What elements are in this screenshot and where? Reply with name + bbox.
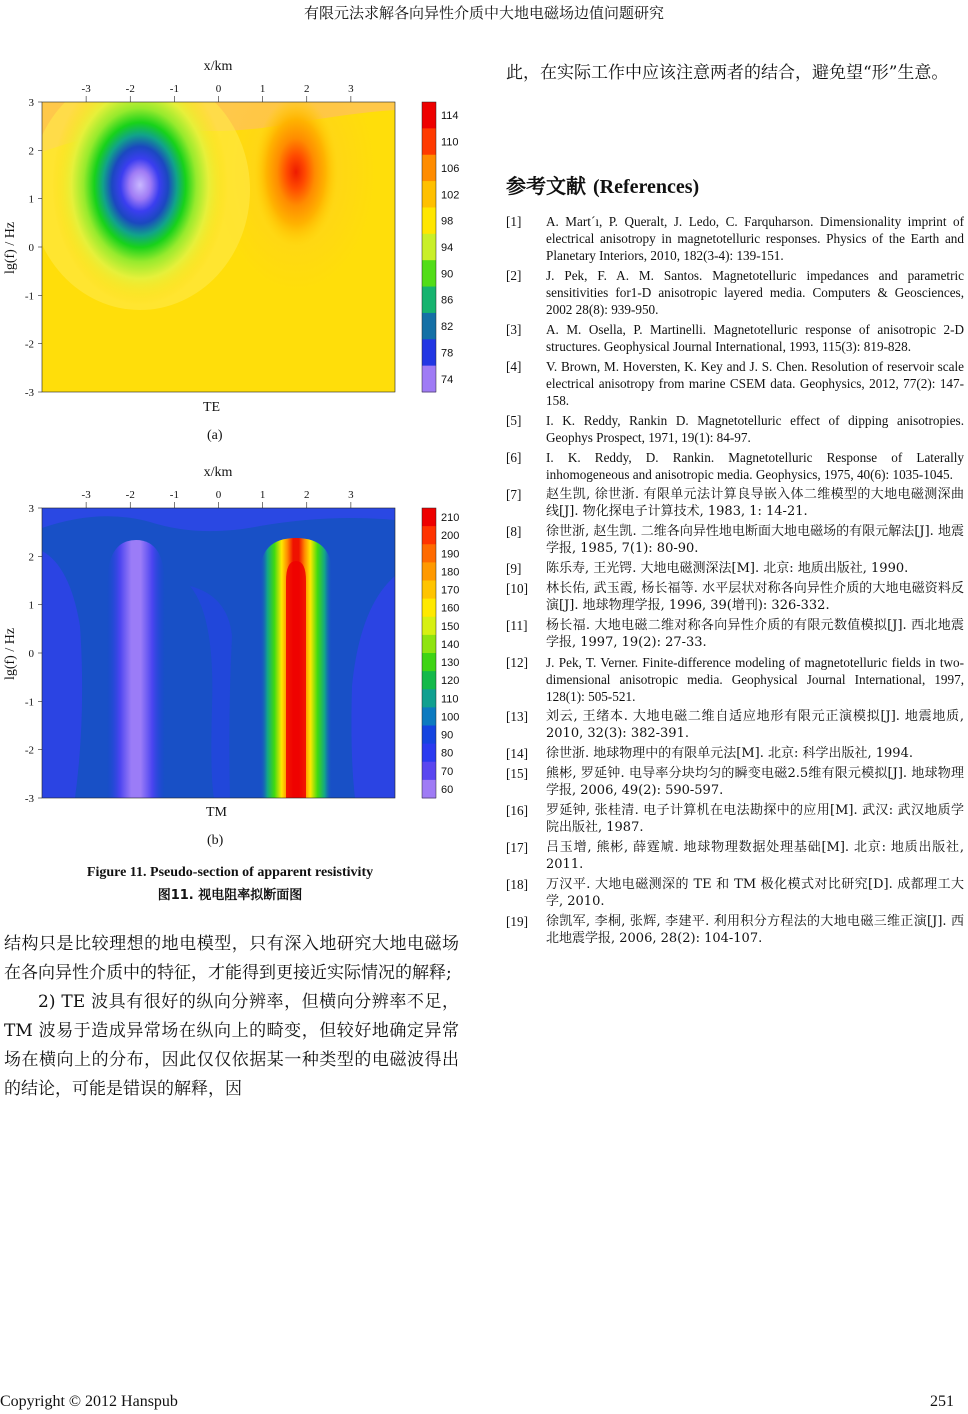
reference-text: I. K. Reddy, Rankin D. Magnetotelluric effect of dipping anisotropies. Geophys Prospect, 1971, 19(1): 84-97. [546, 413, 964, 445]
colorbar-segment [422, 234, 436, 261]
reference-item [506, 617, 964, 651]
colorbar-segment [422, 366, 436, 393]
reference-number: [3] [506, 322, 522, 337]
reference-item [506, 523, 964, 557]
right-column-intro: 此，在实际工作中应该注意两者的结合，避免望“形”生意。 [506, 63, 949, 83]
reference-number: [4] [506, 359, 522, 374]
y-axis-title: lg(f) / Hz [3, 221, 18, 275]
x-tick-label: 2 [304, 489, 310, 501]
reference-item [506, 560, 964, 577]
colorbar-tick-label: 98 [441, 215, 454, 228]
page-number: 251 [930, 1393, 954, 1410]
y-tick-label: -3 [24, 793, 34, 805]
colorbar-tick-label: 82 [441, 321, 454, 334]
y-tick-label: 0 [28, 242, 34, 254]
x-axis-title: x/km [203, 465, 233, 480]
reference-item [506, 913, 964, 947]
colorbar-tick-label: 74 [441, 373, 454, 386]
x-axis-title: x/km [203, 59, 233, 74]
reference-text: 万汉平. 大地电磁测深的 TE 和 TM 极化模式对比研究[D]. 成都理工大学, 2010. [546, 877, 964, 909]
reference-list [506, 213, 964, 950]
tm-pseudo-section-chart [0, 456, 470, 826]
reference-number: [10] [506, 581, 528, 596]
colorbar-segment [422, 207, 436, 234]
reference-text: 林长佑, 武玉霞, 杨长福等. 水平层状对称各向异性介质的大地电磁资料反演[J]. 地球物理学报, 1996, 39(增刊): 326-332. [546, 581, 964, 613]
colorbar-tick-label: 110 [441, 136, 459, 149]
x-tick-label: -1 [169, 489, 179, 501]
y-tick-label: 0 [28, 648, 34, 660]
colorbar-tick-label: 210 [441, 512, 460, 525]
colorbar-segment [422, 181, 436, 208]
reference-text: V. Brown, M. Hoversten, K. Key and J. S. Chen. Resolution of reservoir scale electrical anisotropy from marine CSEM data. Geophysics, 2012, 77(2): 147-158. [546, 359, 964, 408]
colorbar-tick-label: 200 [441, 530, 460, 543]
colorbar-tick-label: 78 [441, 347, 454, 360]
figure-caption-cn: 图11. 视电阻率拟断面图 [157, 888, 303, 903]
te-pseudo-section-chart [0, 52, 470, 422]
colorbar-tick-label: 180 [441, 566, 460, 579]
y-tick-label: 2 [28, 145, 34, 158]
colorbar-segment [422, 689, 436, 708]
colorbar-tick-label: 120 [441, 675, 460, 688]
tm-panel-label: (b) [207, 833, 224, 848]
y-axis-title: lg(f) / Hz [3, 627, 18, 681]
reference-number: [2] [506, 268, 522, 283]
reference-number: [6] [506, 450, 522, 465]
reference-item [506, 321, 964, 355]
y-tick-label: -2 [24, 744, 34, 757]
colorbar-tick-label: 102 [441, 189, 460, 202]
reference-number: [14] [506, 746, 528, 761]
reference-number: [9] [506, 561, 522, 576]
x-tick-label: 0 [215, 83, 222, 95]
reference-item [506, 580, 964, 614]
reference-item [506, 745, 964, 762]
colorbar-tick-label: 100 [441, 711, 460, 724]
colorbar-segment [422, 260, 436, 287]
y-tick-label: 1 [28, 599, 34, 612]
reference-item [506, 412, 964, 446]
colorbar-segment [422, 155, 436, 182]
colorbar-segment [422, 313, 436, 340]
reference-number: [16] [506, 803, 528, 818]
colorbar-segment [422, 599, 436, 618]
colorbar-segment [422, 287, 436, 314]
te-colorbar [422, 102, 459, 393]
colorbar-segment [422, 581, 436, 600]
reference-number: [19] [506, 914, 528, 929]
reference-item [506, 802, 964, 836]
tm-high-core [286, 561, 306, 798]
x-tick-label: 1 [259, 83, 266, 95]
colorbar-tick-label: 170 [441, 584, 460, 597]
te-panel-label: (a) [207, 428, 223, 443]
figure-caption-en: Figure 11. Pseudo-section of apparent resistivity [86, 865, 374, 880]
colorbar-segment [422, 544, 436, 563]
left-column-body [4, 930, 459, 1104]
x-tick-label: 0 [215, 489, 222, 501]
running-header: 有限元法求解各向异性介质中大地电磁场边值问题研究 [303, 4, 664, 22]
colorbar-tick-label: 110 [441, 693, 459, 706]
reference-number: [11] [506, 618, 528, 633]
references-heading-en: (References) [592, 176, 700, 198]
colorbar-segment [422, 617, 436, 636]
x-tick-label: 3 [348, 83, 354, 95]
reference-text: 赵生凯, 徐世浙. 有限单元法计算良导嵌入体二维模型的大地电磁测深曲线[J]. 物化探电子计算技术, 1983, 1: 14-21. [546, 487, 964, 519]
y-tick-label: 2 [28, 551, 34, 564]
colorbar-segment [422, 635, 436, 654]
colorbar-segment [422, 339, 436, 366]
colorbar-segment [422, 762, 436, 781]
tm-colorbar [422, 508, 459, 799]
te-high-anomaly [254, 97, 338, 247]
colorbar-tick-label: 70 [441, 765, 454, 778]
reference-item [506, 654, 964, 705]
x-tick-label: -3 [81, 83, 91, 95]
colorbar-segment [422, 562, 436, 581]
y-tick-label: -3 [24, 387, 34, 399]
reference-text: 罗延钟, 张桂清. 电子计算机在电法勘探中的应用[M]. 武汉: 武汉地质学院出版社, 1987. [546, 803, 964, 835]
paragraph-continued: 结构只是比较理想的地电模型，只有深入地研究大地电磁场在各向异性介质中的特征，才能得到更接近实际情况的解释; [4, 934, 459, 983]
reference-text: 熊彬, 罗延钟. 电导率分块均匀的瞬变电磁2.5维有限元模拟[J]. 地球物理学报, 2006, 49(2): 590-597. [546, 766, 964, 798]
colorbar-tick-label: 190 [441, 548, 460, 561]
colorbar-segment [422, 526, 436, 545]
reference-number: [5] [506, 413, 522, 428]
reference-text: 刘云, 王绪本. 大地电磁二维自适应地形有限元正演模拟[J]. 地震地质, 2010, 32(3): 382-391. [546, 709, 964, 741]
paragraph-point-2: 2) TE 波具有很好的纵向分辨率，但横向分辨率不足，TM 波易于造成异常场在纵向上的畸变，但较好地确定异常场在横向上的分布，因此仅仅依据某一种类型的电磁波得出的结论，可能是错误的解释，因 [4, 992, 459, 1099]
reference-text: J. Pek, T. Verner. Finite-difference modeling of magnetotelluric fields in two-dimensional anisotropic media. Geophysical Journal International, 1997, 128(1): 505-521. [546, 655, 964, 704]
y-tick-label: 3 [28, 97, 34, 109]
x-tick-label: -3 [81, 489, 91, 501]
copyright-notice: Copyright © 2012 Hanspub [0, 1393, 178, 1410]
reference-item [506, 449, 964, 483]
references-heading-cn: 参考文献 [506, 174, 586, 198]
colorbar-segment [422, 128, 436, 155]
reference-text: 陈乐寿, 王光锷. 大地电磁测深法[M]. 北京: 地质出版社, 1990. [546, 561, 909, 576]
colorbar-tick-label: 90 [441, 729, 454, 742]
reference-text: 杨长福. 大地电磁二维对称各向异性介质的有限元数值模拟[J]. 西北地震学报, 1997, 19(2): 27-33. [546, 618, 964, 650]
tm-panel-title: TM [206, 805, 227, 820]
te-panel-title: TE [203, 400, 221, 415]
reference-item [506, 765, 964, 799]
x-tick-label: 2 [304, 83, 310, 95]
reference-text: 徐凯军, 李桐, 张辉, 李建平. 利用积分方程法的大地电磁三维正演[J]. 西北地震学报, 2006, 28(2): 104-107. [546, 914, 964, 946]
reference-number: [8] [506, 524, 522, 539]
reference-number: [13] [506, 709, 528, 724]
reference-number: [18] [506, 877, 528, 892]
reference-number: [17] [506, 840, 528, 855]
colorbar-tick-label: 94 [441, 242, 454, 254]
colorbar-tick-label: 90 [441, 268, 454, 281]
reference-item [506, 839, 964, 873]
colorbar-tick-label: 86 [441, 294, 454, 307]
x-tick-label: 1 [259, 489, 266, 501]
colorbar-segment [422, 726, 436, 745]
references-heading [506, 170, 699, 199]
colorbar-tick-label: 130 [441, 657, 460, 670]
y-tick-label: -2 [24, 338, 34, 351]
tm-low-anomaly [107, 540, 165, 798]
x-tick-label: -2 [125, 83, 135, 95]
reference-text: A. M. Osella, P. Martinelli. Magnetotelluric response of anisotropic 2-D structures. Geophysical Journal International, 1993, 115(3): 819-828. [546, 322, 964, 354]
reference-number: [15] [506, 766, 528, 781]
reference-item [506, 708, 964, 742]
reference-text: A. Mart´ı, P. Queralt, J. Ledo, C. Farquharson. Dimensionality imprint of electrical anisotropy in magnetotelluric responses. Physics of the Earth and Planetary Interiors, 2010, 182(3-4): 139-151. [546, 214, 964, 263]
reference-text: J. Pek, F. A. M. Santos. Magnetotelluric impedances and parametric sensitivities for1-D anisotropic layered media. Computers & Geosciences, 2002 28(8): 939-950. [546, 268, 964, 317]
y-tick-label: 1 [28, 193, 34, 206]
x-tick-label: -2 [125, 489, 135, 501]
reference-number: [1] [506, 214, 522, 229]
colorbar-tick-label: 106 [441, 162, 460, 175]
colorbar-tick-label: 80 [441, 747, 454, 760]
reference-item [506, 876, 964, 910]
colorbar-segment [422, 707, 436, 726]
reference-item [506, 213, 964, 264]
y-tick-label: -1 [24, 696, 34, 709]
colorbar-tick-label: 160 [441, 602, 460, 615]
reference-number: [7] [506, 487, 522, 502]
colorbar-tick-label: 140 [441, 638, 460, 651]
x-tick-label: -1 [169, 83, 179, 95]
reference-item [506, 358, 964, 409]
x-tick-label: 3 [348, 489, 354, 501]
y-tick-label: -1 [24, 290, 34, 303]
reference-text: 吕玉增, 熊彬, 薛霆虓. 地球物理数据处理基础[M]. 北京: 地质出版社, 2011. [546, 840, 964, 872]
colorbar-tick-label: 60 [441, 783, 454, 796]
colorbar-segment [422, 744, 436, 763]
colorbar-segment [422, 671, 436, 690]
colorbar-segment [422, 102, 436, 129]
colorbar-segment [422, 653, 436, 672]
reference-text: 徐世浙. 地球物理中的有限单元法[M]. 北京: 科学出版社, 1994. [546, 746, 913, 761]
reference-text: I. K. Reddy, D. Rankin. Magnetotelluric Response of Laterally inhomogeneous and anisotropic media. Geophysics, 1975, 40(6): 1035-1045. [546, 450, 964, 482]
reference-item [506, 486, 964, 520]
colorbar-segment [422, 780, 436, 799]
reference-number: [12] [506, 655, 528, 670]
colorbar-tick-label: 150 [441, 620, 460, 633]
colorbar-segment [422, 508, 436, 527]
reference-text: 徐世浙, 赵生凯. 二维各向异性地电断面大地电磁场的有限元解法[J]. 地震学报, 1985, 7(1): 80-90. [546, 524, 964, 556]
y-tick-label: 3 [28, 503, 34, 515]
te-low-anomaly [52, 65, 228, 305]
colorbar-tick-label: 114 [441, 110, 459, 123]
reference-item [506, 267, 964, 318]
